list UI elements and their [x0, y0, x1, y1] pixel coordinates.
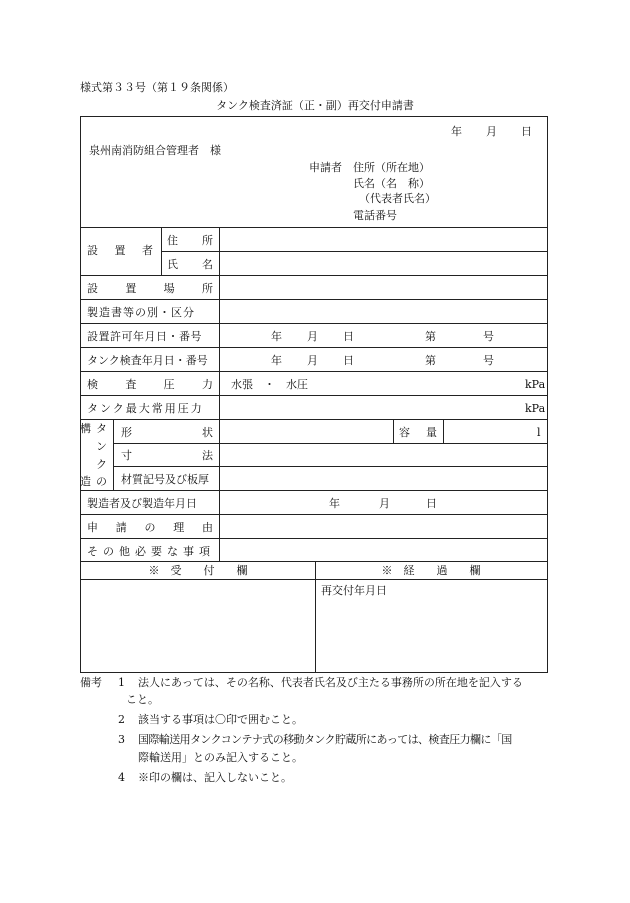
permit-day: 日 [343, 330, 354, 343]
note-3-number: 3 [118, 733, 125, 746]
note-2-number: 2 [118, 713, 125, 726]
permit-gou: 号 [483, 330, 494, 343]
test-pressure-label: 検 査 圧 力 [87, 378, 213, 391]
permit-dai: 第 [425, 330, 436, 343]
material-label: 材質記号及び板厚 [121, 473, 209, 486]
note-4-number: 4 [118, 771, 125, 784]
manufacture-month: 月 [379, 497, 390, 510]
note-4-line1: ※印の欄は、記入しないこと。 [138, 771, 292, 784]
installer-name-label: 氏 名 [167, 258, 213, 271]
phone-label: 電話番号 [353, 209, 397, 222]
note-1-line2: こと。 [126, 693, 159, 706]
addressee: 泉州南消防組合管理者 様 [89, 144, 221, 157]
manufacture-day: 日 [426, 497, 437, 510]
structure-label-top: 構 [80, 422, 91, 435]
application-form-table [80, 116, 548, 673]
header-month: 月 [486, 125, 497, 138]
manufacture-type-label: 製造書等の別・区分 [87, 306, 195, 319]
applicant-label: 申請者 [309, 161, 342, 174]
inspection-month: 月 [307, 354, 318, 367]
receipt-column-header: ※ 受 付 欄 [148, 564, 248, 577]
manufacturer-date-label: 製造者及び製造年月日 [87, 497, 197, 510]
applicant-address-label: 住所（所在地） [353, 161, 430, 174]
representative-label: （代表者氏名） [359, 192, 436, 205]
structure-label-bottom: 造 [80, 475, 91, 488]
reissue-date-label: 再交付年月日 [321, 584, 387, 597]
inspection-year: 年 [271, 354, 282, 367]
dimensions-label: 寸 法 [121, 449, 213, 462]
header-year: 年 [451, 125, 462, 138]
reason-label: 申 請 の 理 由 [87, 521, 213, 534]
permit-year: 年 [271, 330, 282, 343]
structure-col2-1: タ [96, 422, 107, 435]
structure-col2-2: ン [96, 440, 107, 453]
note-3-line2: 際輸送用」とのみ記入すること。 [138, 751, 303, 764]
applicant-name-label: 氏名（名 称） [353, 177, 430, 190]
water-pressure-option: 水張 ・ 水圧 [231, 378, 308, 391]
note-2-line1: 該当する事項は〇印で囲むこと。 [138, 713, 303, 726]
install-location-label: 設 置 場 所 [87, 282, 213, 295]
inspection-dai: 第 [425, 354, 436, 367]
inspection-day: 日 [343, 354, 354, 367]
progress-column-header: ※ 経 過 欄 [381, 564, 481, 577]
note-1-line1: 法人にあっては、その名称、代表者氏名及び主たる事務所の所在地を記入する [138, 676, 523, 689]
capacity-label: 容 量 [399, 426, 437, 439]
test-pressure-unit: kPa [525, 378, 546, 391]
note-1-number: 1 [118, 676, 125, 689]
header-day: 日 [521, 125, 532, 138]
structure-col2-3: ク [96, 458, 107, 471]
shape-label: 形 状 [121, 426, 213, 439]
other-label: その他必要な事項 [87, 545, 215, 558]
permit-date-no-label: 設置許可年月日・番号 [87, 330, 202, 343]
max-pressure-label: タンク最大常用圧力 [87, 402, 204, 415]
inspection-gou: 号 [483, 354, 494, 367]
document-title: タンク検査済証（正・副）再交付申請書 [216, 99, 414, 112]
manufacture-year: 年 [329, 497, 340, 510]
inspection-date-no-label: タンク検査年月日・番号 [87, 354, 208, 367]
max-pressure-unit: kPa [525, 402, 546, 415]
structure-col2-4: の [96, 475, 107, 488]
note-3-line1: 国際輸送用タンクコンテナ式の移動タンク貯蔵所にあっては、検査圧力欄に「国 [138, 733, 512, 746]
capacity-unit: l [537, 426, 541, 439]
form-number: 様式第３３号（第１９条関係） [80, 81, 234, 94]
permit-month: 月 [307, 330, 318, 343]
notes-label: 備考 [80, 676, 102, 689]
installer-label: 設 置 者 [87, 244, 153, 257]
installer-address-label: 住 所 [167, 234, 213, 247]
